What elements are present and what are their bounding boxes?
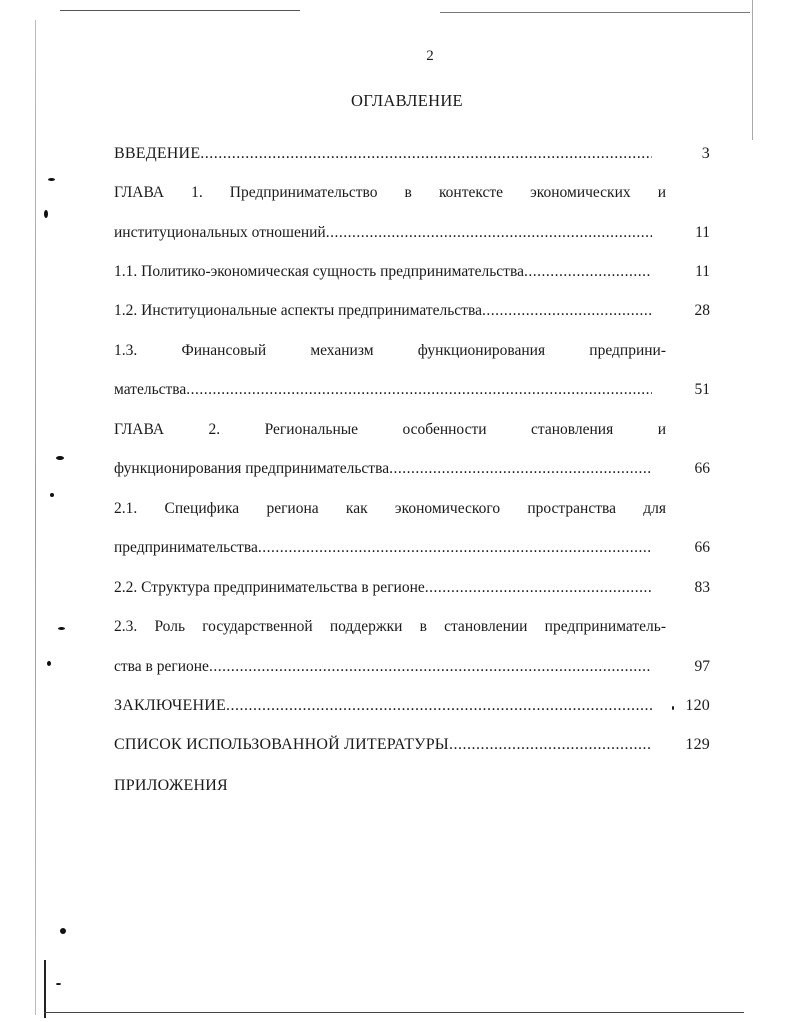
toc-entry-label: предпринимательства — [114, 539, 258, 556]
toc-leader-dots — [524, 260, 652, 284]
scan-speck — [50, 493, 54, 497]
toc-entry-section-2-3[interactable] — [114, 655, 710, 679]
toc-entry-label: ВВЕДЕНИЕ — [114, 145, 201, 162]
toc-leader-dots — [186, 378, 652, 402]
toc-page-number: 97 — [694, 658, 710, 675]
toc-leader-dots — [200, 142, 652, 166]
toc-entry-chapter-2-line1[interactable]: ГЛАВА 2. Региональные особенности становления и — [114, 421, 666, 438]
toc-page-number: 11 — [695, 224, 710, 241]
toc-page-number: 28 — [694, 302, 710, 319]
toc-entry-chapter-1[interactable] — [114, 221, 710, 245]
scan-artifact-edge — [752, 0, 753, 140]
toc-entry-section-1-3[interactable] — [114, 378, 710, 402]
scan-speck — [56, 456, 64, 460]
toc-entry-label: СПИСОК ИСПОЛЬЗОВАННОЙ ЛИТЕРАТУРЫ — [114, 736, 449, 753]
toc-leader-dots — [209, 655, 652, 679]
toc-entry-section-2-1-line1[interactable]: 2.1. Специфика региона как экономического пространства для — [114, 500, 666, 517]
toc-leader-dots — [425, 576, 652, 600]
toc-entry-section-2-2[interactable] — [114, 576, 710, 600]
toc-entry-label: функционирования предпринимательства — [114, 460, 390, 477]
toc-leader-dots — [482, 299, 652, 323]
scan-artifact-edge — [35, 20, 36, 1015]
scan-artifact-edge — [44, 960, 46, 1018]
scan-speck — [56, 983, 61, 985]
toc-page-number: 83 — [694, 579, 710, 596]
toc-entry-chapter-1-line1[interactable]: ГЛАВА 1. Предпринимательство в контексте экономических и — [114, 184, 666, 201]
toc-entry-label: ЗАКЛЮЧЕНИЕ — [114, 697, 226, 714]
toc-leader-dots — [326, 221, 652, 245]
toc-entry-label: институциональных отношений — [114, 224, 326, 241]
toc-entry-section-2-3-line1[interactable]: 2.3. Роль государственной поддержки в становлении предприниматель- — [114, 618, 666, 635]
toc-leader-dots — [449, 733, 652, 757]
toc-entry-section-1-3-line1[interactable]: 1.3. Финансовый механизм функционирования предприни- — [114, 342, 666, 359]
scan-speck — [48, 178, 55, 181]
toc-leader-dots — [226, 694, 652, 718]
toc-page-number: 129 — [685, 736, 710, 753]
toc-entry-conclusion[interactable] — [114, 694, 710, 718]
toc-entry-intro[interactable] — [114, 142, 710, 166]
scan-speck — [47, 661, 51, 666]
toc-page-number: 66 — [694, 539, 710, 556]
toc-page-number: 3 — [701, 145, 710, 162]
toc-page-number: 66 — [694, 460, 710, 477]
scan-artifact-line — [44, 1012, 744, 1013]
scan-speck — [60, 928, 66, 934]
toc-entry-label: 1.1. Политико-экономическая сущность предпринимательства — [114, 263, 524, 280]
scan-speck — [58, 627, 65, 630]
toc-entry-label: мательства — [114, 381, 187, 398]
toc-entry-label: 2.2. Структура предпринимательства в регионе — [114, 579, 425, 596]
toc-entry-label: ства в регионе — [114, 658, 209, 675]
scan-speck — [44, 210, 48, 218]
toc-leader-dots — [389, 457, 652, 481]
toc-leader-dots — [258, 536, 652, 560]
scan-artifact-line — [440, 12, 750, 13]
toc-entry-bibliography[interactable] — [114, 733, 710, 757]
toc-entry-chapter-2[interactable] — [114, 457, 710, 481]
toc-page-number: 51 — [694, 381, 710, 398]
toc-entry-appendix[interactable]: ПРИЛОЖЕНИЯ — [114, 777, 228, 794]
toc-page-number: 11 — [695, 263, 710, 280]
toc-entry-section-1-2[interactable] — [114, 299, 710, 323]
toc-entry-section-2-1[interactable] — [114, 536, 710, 560]
toc-entry-label: 1.2. Институциональные аспекты предпринимательства — [114, 302, 482, 319]
toc-page-number: 120 — [685, 697, 710, 714]
scan-artifact-line — [60, 10, 300, 11]
page-title: ОГЛАВЛЕНИЕ — [351, 91, 463, 110]
page-number: 2 — [426, 48, 434, 64]
toc-entry-section-1-1[interactable] — [114, 260, 710, 284]
